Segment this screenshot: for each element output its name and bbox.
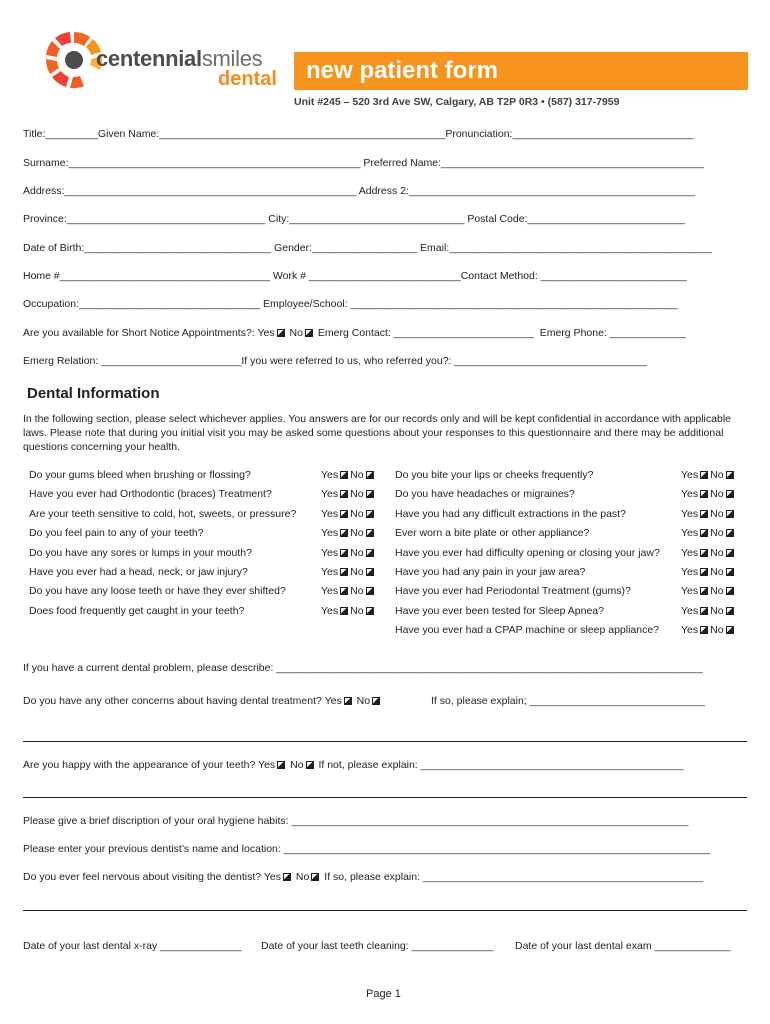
no-label: No xyxy=(710,566,724,578)
short-notice-yes-checkbox[interactable] xyxy=(277,329,285,337)
no-label: No xyxy=(350,546,364,559)
short-notice-label: Are you available for Short Notice Appointments?: Yes xyxy=(23,327,275,339)
yes-checkbox[interactable] xyxy=(700,510,708,518)
no-checkbox[interactable] xyxy=(726,471,734,479)
nervous-yes-checkbox[interactable] xyxy=(283,873,291,881)
yes-label: Yes xyxy=(681,566,699,578)
no-checkbox[interactable] xyxy=(726,510,734,518)
short-notice-row xyxy=(23,327,686,339)
no-label: No xyxy=(710,488,724,501)
nervous-answer-line[interactable] xyxy=(23,910,747,911)
yes-label: Yes xyxy=(321,507,339,520)
no-label: No xyxy=(710,604,724,617)
happy-no-label: No xyxy=(290,759,304,771)
short-notice-no-checkbox[interactable] xyxy=(305,329,313,337)
yes-checkbox[interactable] xyxy=(700,471,708,479)
yes-no-choice xyxy=(321,547,376,559)
nervous-row xyxy=(23,871,703,883)
clinic-logo xyxy=(44,24,284,94)
yes-label: Yes xyxy=(681,546,699,559)
address-fields[interactable]: Address:__________________________________________________ Address 2:_________________________________________________ xyxy=(23,185,696,197)
question-text: Do you feel pain to any of your teeth? xyxy=(29,527,204,540)
yes-no-choice xyxy=(681,508,736,520)
no-checkbox[interactable] xyxy=(726,549,734,557)
last-xray-field[interactable]: Date of your last dental x-ray ______________ xyxy=(23,940,242,952)
clinic-address: Unit #245 – 520 3rd Ave SW, Calgary, AB T2P 0R3 • (587) 317-7959 xyxy=(294,96,620,108)
no-label: No xyxy=(350,566,364,578)
question-text: Do you have headaches or migraines? xyxy=(395,488,575,501)
yes-label: Yes xyxy=(681,585,699,598)
yes-checkbox[interactable] xyxy=(340,490,348,498)
yes-checkbox[interactable] xyxy=(700,626,708,634)
yes-checkbox[interactable] xyxy=(700,587,708,595)
question-text: Do you bite your lips or cheeks frequently? xyxy=(395,469,594,481)
question-text: Ever worn a bite plate or other appliance? xyxy=(395,527,590,540)
question-text: Have you ever had a head, neck, or jaw injury? xyxy=(29,566,248,578)
concerns-answer-line[interactable] xyxy=(23,741,747,742)
no-checkbox[interactable] xyxy=(726,529,734,537)
yes-no-choice xyxy=(321,488,376,500)
location-fields[interactable]: Province:__________________________________ City:______________________________ Postal Code:___________________________ xyxy=(23,213,686,225)
short-notice-no-label: No xyxy=(289,327,303,339)
yes-no-choice xyxy=(681,566,736,578)
no-checkbox[interactable] xyxy=(726,626,734,634)
page-number: Page 1 xyxy=(366,988,401,1000)
yes-checkbox[interactable] xyxy=(340,510,348,518)
question-text: Do your gums bleed when brushing or flossing? xyxy=(29,469,251,481)
yes-no-choice xyxy=(681,488,736,500)
name-fields[interactable]: Title:_________Given Name:_________________________________________________Pronunciation:_______________________________ xyxy=(23,128,694,140)
no-label: No xyxy=(350,469,364,481)
happy-no-checkbox[interactable] xyxy=(306,761,314,769)
no-checkbox[interactable] xyxy=(366,490,374,498)
concerns-row xyxy=(23,695,382,707)
yes-checkbox[interactable] xyxy=(340,587,348,595)
concerns-no-label: No xyxy=(356,695,371,707)
phone-fields[interactable]: Home #____________________________________ Work # __________________________Contact Method: _________________________ xyxy=(23,270,687,282)
dental-section-title: Dental Information xyxy=(27,385,160,402)
nervous-no-checkbox[interactable] xyxy=(311,873,319,881)
surname-fields[interactable]: Surname:__________________________________________________ Preferred Name:_____________________________________________ xyxy=(23,157,704,169)
yes-no-choice xyxy=(321,527,376,539)
concerns-yes-checkbox[interactable] xyxy=(344,697,352,705)
yes-label: Yes xyxy=(681,624,699,637)
yes-no-choice xyxy=(681,547,736,559)
last-cleaning-field[interactable]: Date of your last teeth cleaning: ______________ xyxy=(261,940,494,952)
yes-label: Yes xyxy=(681,527,699,540)
question-text: Have you ever had difficulty opening or closing your jaw? xyxy=(395,546,660,559)
yes-no-choice xyxy=(321,605,376,617)
yes-checkbox[interactable] xyxy=(340,529,348,537)
happy-label: Are you happy with the appearance of your teeth? Yes xyxy=(23,759,276,771)
no-checkbox[interactable] xyxy=(366,607,374,615)
form-title: new patient form xyxy=(294,52,748,90)
yes-no-choice xyxy=(681,605,736,617)
yes-no-choice xyxy=(321,508,376,520)
question-text: Do you have any sores or lumps in your mouth? xyxy=(29,546,252,559)
hygiene-field[interactable]: Please give a brief discription of your oral hygiene habits: ____________________________________________________________________ xyxy=(23,815,689,827)
occupation-fields[interactable]: Occupation:_______________________________ Employee/School: ________________________________________________________ xyxy=(23,298,678,310)
nervous-label: Do you ever feel nervous about visiting the dentist? Yes xyxy=(23,871,281,883)
no-checkbox[interactable] xyxy=(366,471,374,479)
no-checkbox[interactable] xyxy=(366,568,374,576)
yes-label: Yes xyxy=(321,469,339,481)
yes-label: Yes xyxy=(681,604,699,617)
yes-label: Yes xyxy=(321,585,339,598)
logo-wordmark: centennialsmiles xyxy=(96,46,263,71)
yes-no-choice xyxy=(681,527,736,539)
no-checkbox[interactable] xyxy=(726,587,734,595)
question-text: Have you ever had Periodontal Treatment (gums)? xyxy=(395,585,631,598)
question-text: Have you had any difficult extractions in the past? xyxy=(395,507,626,520)
yes-no-choice xyxy=(321,585,376,597)
yes-no-choice xyxy=(321,469,376,481)
happy-row xyxy=(23,759,683,771)
concerns-explain-field[interactable]: If so, please explain; ______________________________ xyxy=(431,695,705,707)
no-checkbox[interactable] xyxy=(366,549,374,557)
question-text: Are your teeth sensitive to cold, hot, sweets, or pressure? xyxy=(29,507,297,520)
yes-no-choice xyxy=(321,566,376,578)
no-label: No xyxy=(710,624,724,637)
concerns-label: Do you have any other concerns about having dental treatment? Yes xyxy=(23,695,342,707)
no-label: No xyxy=(710,469,724,481)
no-label: No xyxy=(350,604,364,617)
yes-no-choice xyxy=(681,624,736,636)
previous-dentist-field[interactable]: Please enter your previous dentist’s name and location: _________________________________________________________________________ xyxy=(23,843,711,855)
no-label: No xyxy=(350,488,364,501)
logo-sunburst-icon xyxy=(44,30,104,90)
no-checkbox[interactable] xyxy=(726,607,734,615)
question-text: Do you have any loose teeth or have they ever shifted? xyxy=(29,585,286,598)
nervous-no-label: No xyxy=(295,871,310,883)
logo-subtitle: dental xyxy=(218,68,277,90)
yes-label: Yes xyxy=(321,566,339,578)
yes-no-choice xyxy=(681,585,736,597)
emerg-relation-fields[interactable]: Emerg Relation: ________________________If you were referred to us, who referred you?: _________________________________ xyxy=(23,355,648,367)
happy-explain-field[interactable]: If not, please explain: _____________________________________________ xyxy=(318,759,684,771)
yes-label: Yes xyxy=(321,604,339,617)
concerns-no-checkbox[interactable] xyxy=(372,697,380,705)
no-label: No xyxy=(710,585,724,598)
question-text: Have you ever had a CPAP machine or sleep appliance? xyxy=(395,624,660,637)
yes-label: Yes xyxy=(681,488,699,501)
no-checkbox[interactable] xyxy=(726,490,734,498)
question-text: Does food frequently get caught in your teeth? xyxy=(29,604,245,617)
no-label: No xyxy=(350,527,364,540)
no-checkbox[interactable] xyxy=(366,529,374,537)
emerg-phone-field[interactable]: Emerg Phone: _____________ xyxy=(539,327,686,339)
yes-checkbox[interactable] xyxy=(340,607,348,615)
yes-checkbox[interactable] xyxy=(700,607,708,615)
question-text: Have you ever had Orthodontic (braces) Treatment? xyxy=(29,488,272,501)
happy-answer-line[interactable] xyxy=(23,797,747,798)
yes-checkbox[interactable] xyxy=(340,549,348,557)
yes-label: Yes xyxy=(681,469,699,481)
yes-checkbox[interactable] xyxy=(700,568,708,576)
yes-checkbox[interactable] xyxy=(700,490,708,498)
no-label: No xyxy=(710,507,724,520)
yes-label: Yes xyxy=(321,527,339,540)
question-text: Have you ever been tested for Sleep Apnea? xyxy=(395,604,604,617)
last-exam-field[interactable]: Date of your last dental exam _____________ xyxy=(515,940,731,952)
happy-yes-checkbox[interactable] xyxy=(277,761,285,769)
yes-label: Yes xyxy=(321,488,339,501)
no-label: No xyxy=(350,507,364,520)
dental-intro: In the following section, please select whichever applies. You answers are for our records only and will be kept confidential in accordance with applicable laws. Please note that during you initial visit you may be asked some questions about your responses to this questionnaire and there may be additional questions concerning your health. xyxy=(23,413,731,453)
yes-label: Yes xyxy=(681,507,699,520)
yes-checkbox[interactable] xyxy=(340,471,348,479)
birth-gender-email-fields[interactable]: Date of Birth:________________________________ Gender:__________________ Email:_____________________________________________ xyxy=(23,242,712,254)
nervous-explain-field[interactable]: If so, please explain: ________________________________________________ xyxy=(324,871,704,883)
yes-checkbox[interactable] xyxy=(340,568,348,576)
no-label: No xyxy=(710,546,724,559)
no-label: No xyxy=(350,585,364,598)
no-checkbox[interactable] xyxy=(726,568,734,576)
yes-no-choice xyxy=(681,469,736,481)
no-checkbox[interactable] xyxy=(366,587,374,595)
yes-checkbox[interactable] xyxy=(700,549,708,557)
emerg-contact-field[interactable]: Emerg Contact: ________________________ xyxy=(317,327,534,339)
current-problem-field[interactable]: If you have a current dental problem, please describe: _________________________________________________________________________ xyxy=(23,662,703,674)
no-checkbox[interactable] xyxy=(366,510,374,518)
question-text: Have you had any pain in your jaw area? xyxy=(395,566,586,578)
no-label: No xyxy=(710,527,724,540)
yes-checkbox[interactable] xyxy=(700,529,708,537)
yes-label: Yes xyxy=(321,546,339,559)
